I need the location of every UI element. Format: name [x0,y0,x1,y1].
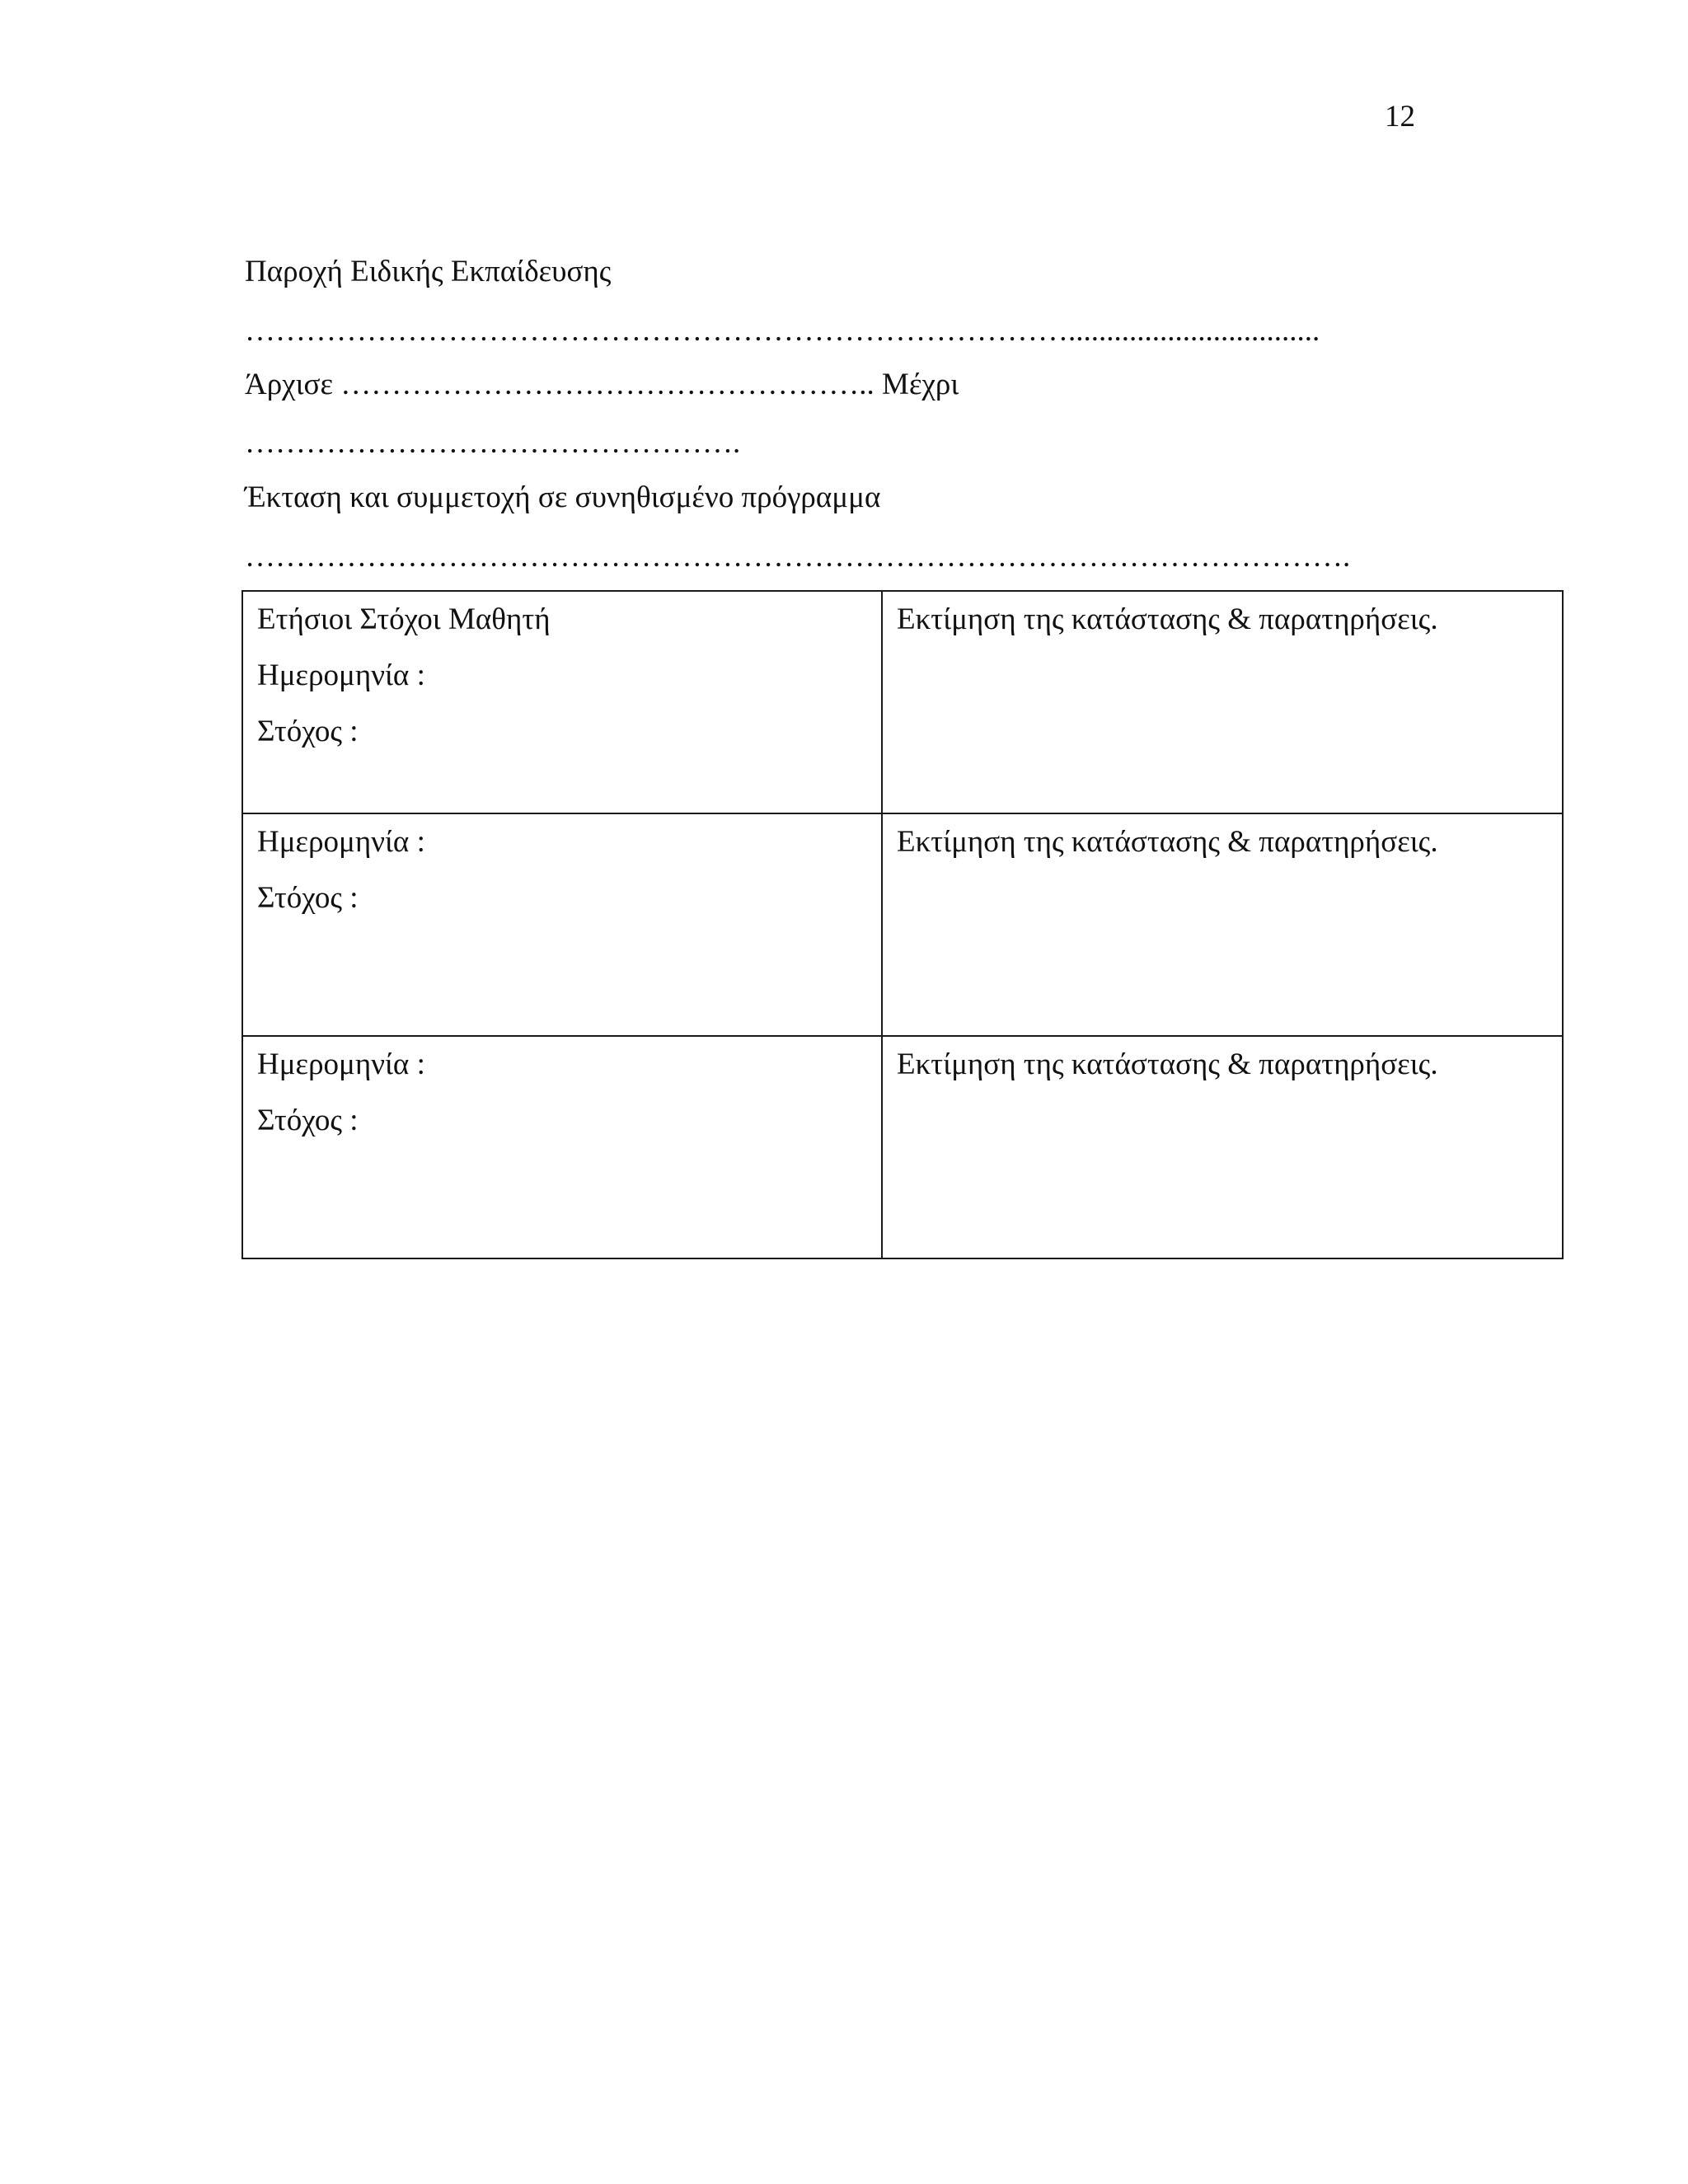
extent-blank-line: ………………………………………………………………………………………………. [245,540,1351,574]
extent-label: Έκταση και συμμετοχή σε συνηθισμένο πρόγραμμα [245,480,881,514]
assessment-label: Εκτίμηση της κατάστασης & παρατηρήσεις. [897,825,1438,859]
table-row [242,591,1563,813]
date-label: Ημερομηνία : [257,1047,425,1081]
goals-table [241,590,1564,1259]
assessment-cell [882,591,1563,813]
goal-cell [242,591,882,813]
special-education-label: Παροχή Ειδικής Εκπαίδευσης [245,255,612,288]
table-row [242,1036,1563,1258]
special-education-blank-line: ………………………………………………………………………................................. [245,314,1320,348]
assessment-cell [882,813,1563,1036]
goal-label: Στόχος : [257,881,359,915]
goal-label: Στόχος : [257,1104,359,1137]
assessment-label: Εκτίμηση της κατάστασης & παρατηρήσεις. [897,602,1438,636]
goal-cell [242,1036,882,1258]
goal-label: Στόχος : [257,715,359,748]
until-blank-line: …………………………………………. [245,426,741,460]
assessment-cell [882,1036,1563,1258]
date-label: Ημερομηνία : [257,825,425,859]
started-until-line: Άρχισε …………………………………………….. Μέχρι [245,368,959,401]
table-row [242,813,1563,1036]
assessment-label: Εκτίμηση της κατάστασης & παρατηρήσεις. [897,1047,1438,1081]
goal-cell [242,813,882,1036]
annual-goals-heading: Ετήσιοι Στόχοι Μαθητή [257,602,551,636]
date-label: Ημερομηνία : [257,658,425,692]
page-number: 12 [1385,100,1415,134]
